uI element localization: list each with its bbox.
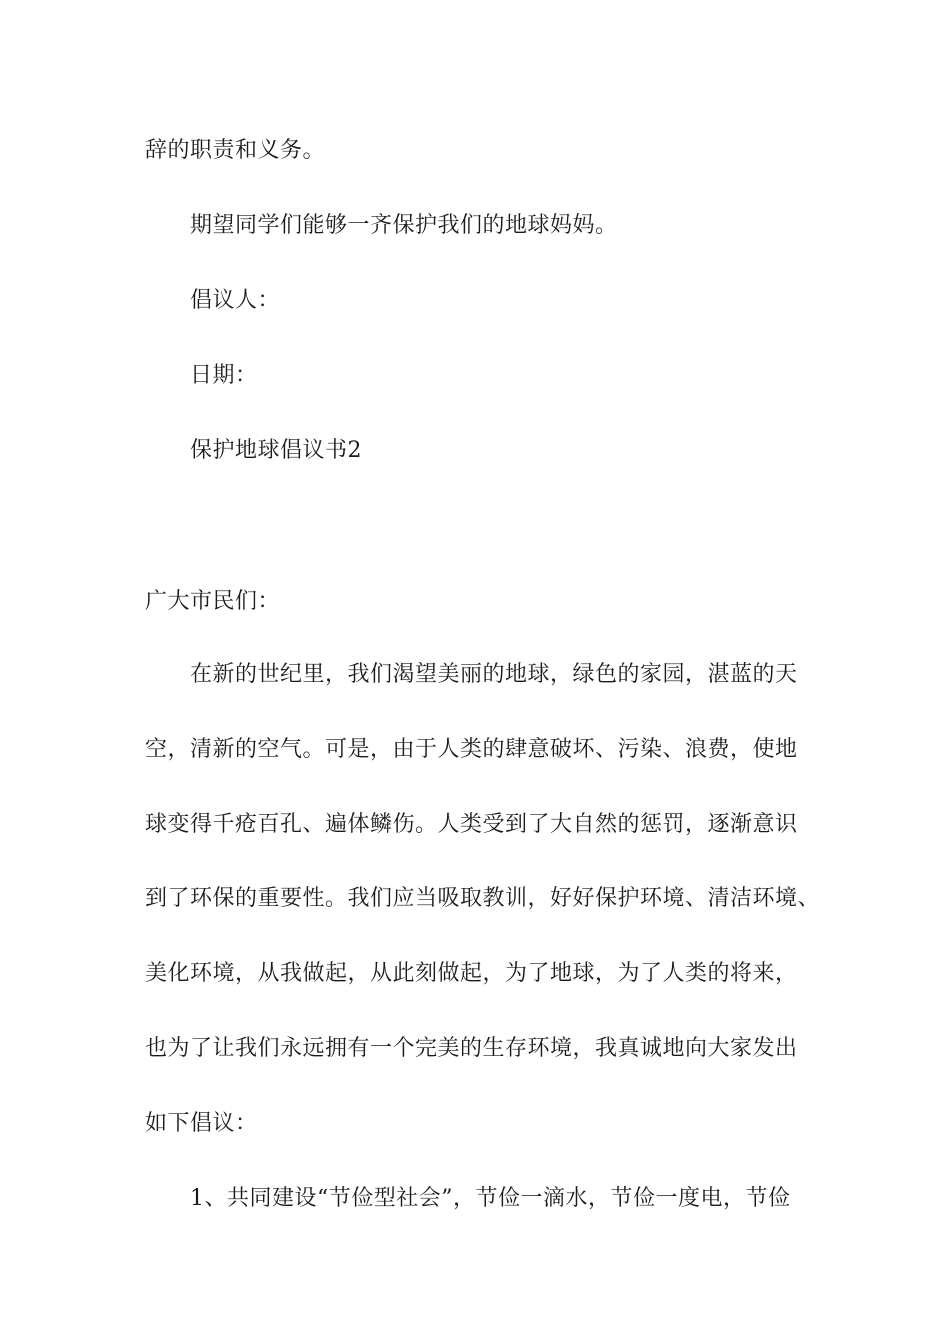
body-line-3: 球变得千疮百孔、遍体鳞伤。人类受到了大自然的惩罚，逐渐意识 [145,812,798,837]
paragraph-hope: 期望同学们能够一齐保护我们的地球妈妈。 [190,213,618,238]
body-line-7: 如下倡议： [145,1111,258,1136]
section-title: 保护地球倡议书2 [190,438,362,463]
body-line-1: 在新的世纪里，我们渴望美丽的地球，绿色的家园，湛蓝的天 [190,662,798,687]
paragraph-continuation: 辞的职责和义务。 [145,138,326,163]
body-line-2: 空，清新的空气。可是，由于人类的肆意破坏、污染、浪费，使地 [145,737,798,762]
initiator-label: 倡议人： [190,288,281,313]
list-item-1: 1、共同建设“节俭型社会”，节俭一滴水，节俭一度电，节俭 [190,1186,791,1211]
date-label: 日期： [190,363,258,388]
salutation: 广大市民们： [145,589,281,614]
body-line-5: 美化环境，从我做起，从此刻做起，为了地球，为了人类的将来， [145,961,798,986]
body-line-4: 到了环保的重要性。我们应当吸取教训，好好保护环境、清洁环境、 [145,886,821,911]
body-line-6: 也为了让我们永远拥有一个完美的生存环境，我真诚地向大家发出 [145,1036,798,1061]
